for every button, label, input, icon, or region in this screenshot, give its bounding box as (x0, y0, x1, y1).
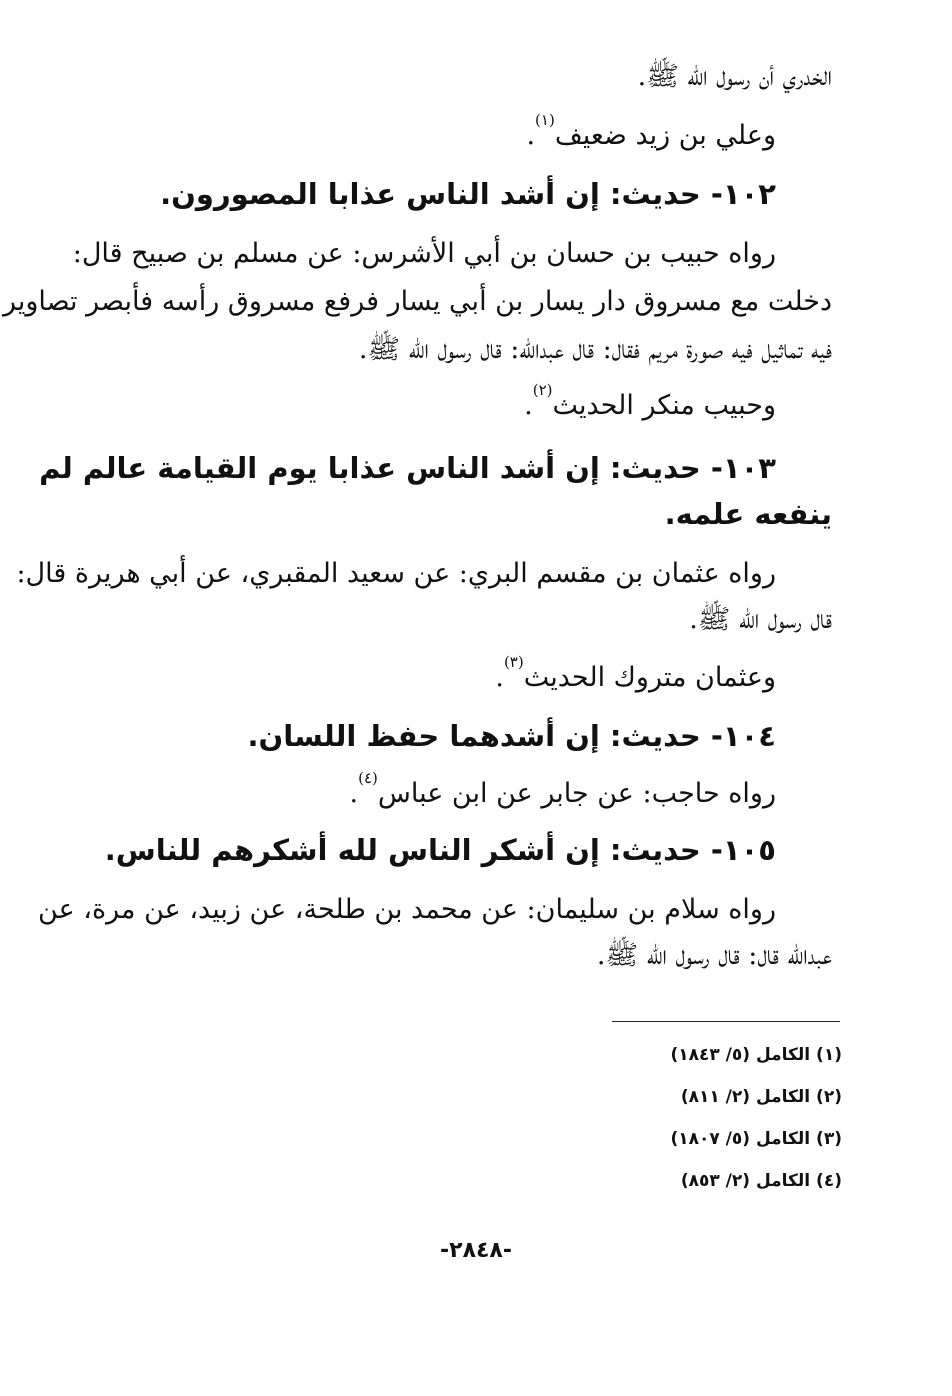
footnote-2: (٢) الكامل (٢/ ٨١١) (680, 1087, 842, 1107)
hadith-heading: ١٠٣- حديث: إن أشد الناس عذابا يوم القيامة عالم لم (39, 451, 776, 485)
text-line: رواه عثمان بن مقسم البري: عن سعيد المقبري، عن أبي هريرة قال: (16, 558, 776, 589)
hadith-heading: ١٠٥- حديث: إن أشكر الناس لله أشكرهم للناس. (104, 833, 776, 867)
footnote-ref: (٤) (358, 769, 378, 787)
footnote-1: (١) الكامل (٥/ ١٨٤٣) (670, 1045, 842, 1065)
text-line: رواه حبيب بن حسان بن أبي الأشرس: عن مسلم بن صبيح قال: (72, 238, 776, 269)
text-line: الخدري أن رسول الله ﷺ. (637, 61, 832, 92)
footnote-ref: (١) (535, 111, 555, 129)
text-line: قال رسول الله ﷺ. (689, 604, 832, 635)
grading-line: وعثمان متروك الحديث$^{(٣)}$. (495, 653, 776, 693)
hadith-heading: ١٠٤- حديث: إن أشدهما حفظ اللسان. (247, 719, 776, 753)
grading-line: وعلي بن زيد ضعيف$^{(١)}$. (526, 111, 776, 151)
footnote-4: (٤) الكامل (٢/ ٨٥٣) (680, 1171, 842, 1191)
footnote-ref: (٢) (532, 381, 553, 399)
page-number: -٢٨٤٨- (440, 1238, 512, 1263)
hadith-heading-continued: ينفعه علمه. (664, 497, 832, 531)
text-line: رواه حاجب: عن جابر عن ابن عباس$^{(٤)}$. (349, 769, 776, 809)
text-line: دخلت مع مسروق دار يسار بن أبي يسار فرفع مسروق رأسه فأبصر تصاوير (2, 286, 832, 317)
text-line: رواه سلام بن سليمان: عن محمد بن طلحة، عن زبيد، عن مرة، عن (38, 894, 776, 925)
footnote-ref: (٣) (503, 653, 524, 671)
footnote-separator (612, 1021, 840, 1022)
text-line: فيه تماثيل فيه صورة مريم فقال: قال عبدالله: قال رسول الله ﷺ. (358, 334, 832, 365)
grading-line: وحبيب منكر الحديث$^{(٢)}$. (524, 381, 776, 421)
text-line: عبدالله قال: قال رسول الله ﷺ. (596, 940, 832, 971)
hadith-heading: ١٠٢- حديث: إن أشد الناس عذابا المصورون. (160, 177, 776, 211)
footnote-3: (٣) الكامل (٥/ ١٨٠٧) (670, 1129, 842, 1149)
